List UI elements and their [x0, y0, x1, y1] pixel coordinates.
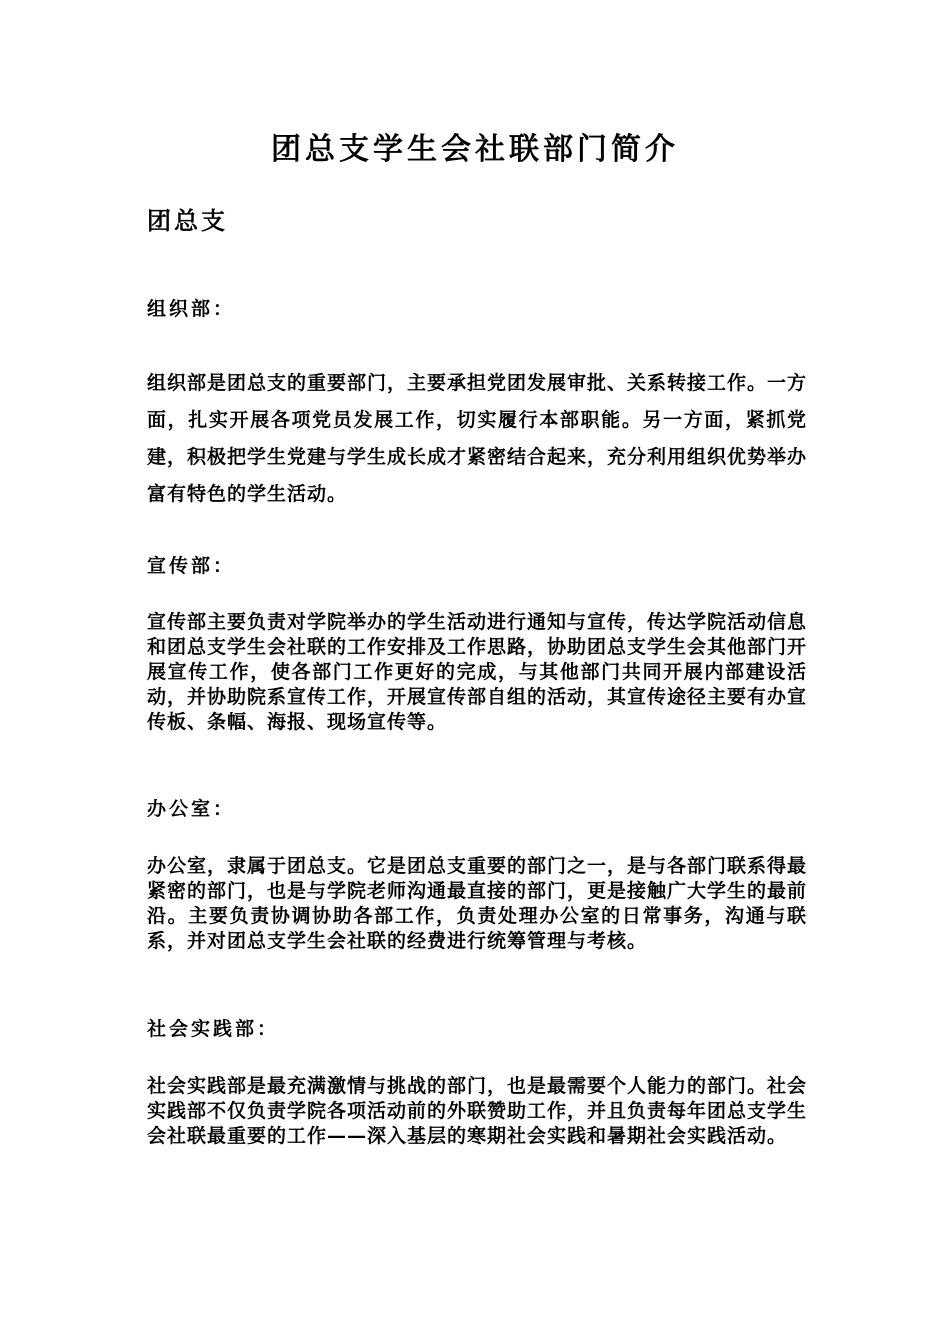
heading-publicity-dept: 宣传部：	[147, 555, 236, 577]
paragraph-organization-dept: 组织部是团总支的重要部门，主要承担党团发展审批、关系转接工作。一方面，扎实开展各项党员发展工作，切实履行本部职能。另一方面，紧抓党建，积极把学生党建与学生成长成才紧密结合起来，充分利用组织优势举办富有特色的学生活动。	[147, 372, 808, 505]
document-title: 团总支学生会社联部门简介	[271, 132, 679, 167]
heading-office: 办公室：	[147, 798, 236, 820]
section-title: 团总支	[147, 206, 228, 235]
heading-organization-dept: 组织部：	[147, 298, 236, 320]
paragraph-publicity-dept: 宣传部主要负责对学院举办的学生活动进行通知与宣传，传达学院活动信息和团总支学生会社联的工作安排及工作思路，协助团总支学生会其他部门开展宣传工作，使各部门工作更好的完成，与其他部门共同开展内部建设活动，并协助院系宣传工作，开展宣传部自组的活动，其宣传途径主要有办宣传板、条幅、海报、现场宣传等。	[147, 611, 808, 733]
paragraph-office: 办公室，隶属于团总支。它是团总支重要的部门之一，是与各部门联系得最紧密的部门，也是与学院老师沟通最直接的部门，更是接触广大学生的最前沿。主要负责协调协助各部工作，负责处理办公室的日常事务，沟通与联系，并对团总支学生会社联的经费进行统筹管理与考核。	[147, 855, 808, 952]
heading-social-practice-dept: 社会实践部：	[147, 1018, 280, 1040]
paragraph-social-practice-dept: 社会实践部是最充满激情与挑战的部门，也是最需要个人能力的部门。社会实践部不仅负责学院各项活动前的外联赞助工作，并且负责每年团总支学生会社联最重要的工作——深入基层的寒期社会实践和暑期社会实践活动。	[147, 1075, 808, 1147]
